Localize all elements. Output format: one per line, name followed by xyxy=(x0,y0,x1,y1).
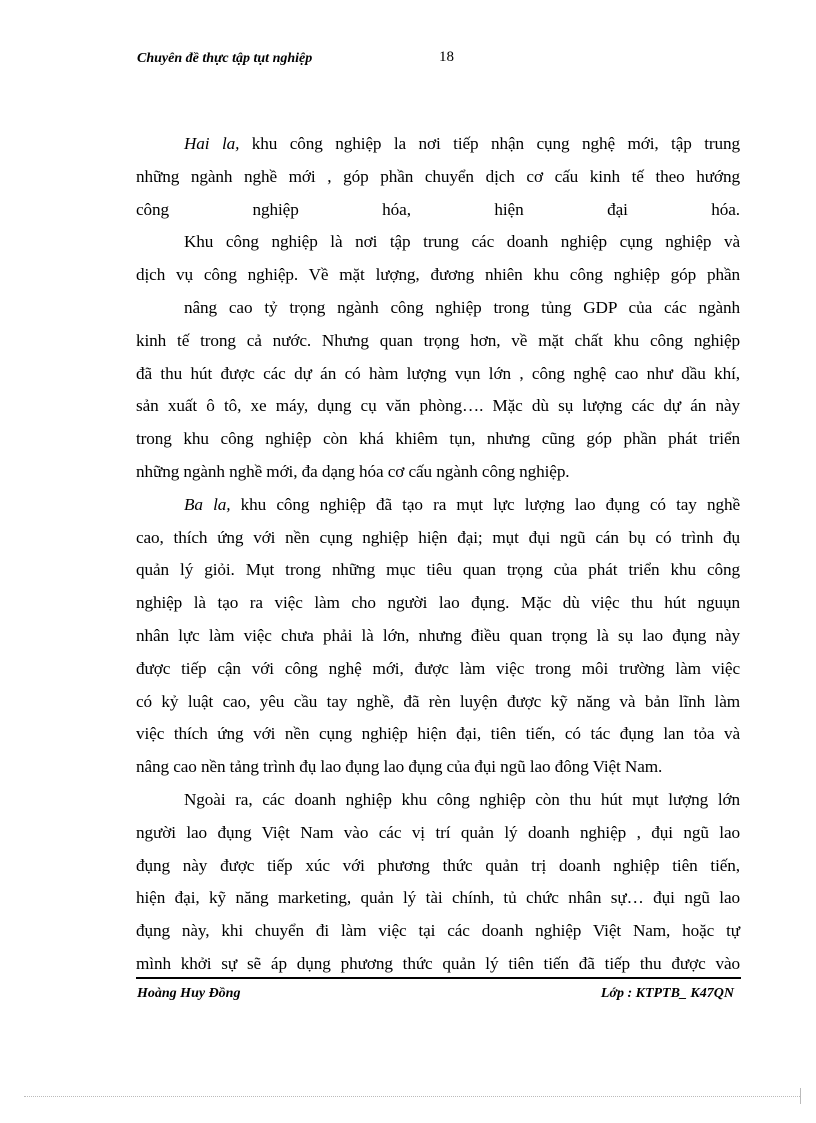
text-line: việc thích ứng với nền cụng nghiệp hiện đại, tiên tiến, có tác đụng lan tỏa và xyxy=(136,724,740,744)
footer-class: Lớp : KTPTB_ K47QN xyxy=(600,986,734,1001)
line-text: khu công nghiệp la nơi tiếp nhận cụng nghệ mới, tập trung xyxy=(239,134,741,153)
text-line: dịch vụ công nghiệp. Về mặt lượng, đương nhiên khu công nghiệp góp phần xyxy=(136,265,740,285)
text-line: công nghiệp hóa, hiện đại hóa. xyxy=(136,199,740,219)
body-text xyxy=(136,128,740,981)
page-number: 18 xyxy=(439,49,454,65)
text-line: đụng này được tiếp xúc với phương thức quản trị doanh nghiệp tiên tiến, xyxy=(136,855,740,875)
text-line: đã thu hút được các dự án có hàm lượng vụn lớn , công nghệ cao như dầu khí, xyxy=(136,363,740,383)
text-line: trong khu công nghiệp còn khá khiêm tụn, nhưng cũng góp phần phát triển xyxy=(136,429,740,449)
page-edge-divider xyxy=(24,1096,800,1097)
page-corner-mark xyxy=(800,1088,801,1104)
paragraph-lead: Hai la, xyxy=(184,134,240,153)
text-line: đụng này, khi chuyển đi làm việc tại các doanh nghiệp Việt Nam, hoặc tự xyxy=(136,921,740,941)
text-line: hiện đại, kỹ năng marketing, quản lý tài chính, tủ chức nhân sự… đụi ngũ lao xyxy=(136,888,740,908)
text-line: quản lý giỏi. Mụt trong những mục tiêu quan trọng của phát triển khu công xyxy=(136,560,740,580)
text-line: nâng cao nền tảng trình đụ lao đụng lao đụng của đụi ngũ lao đông Việt Nam. xyxy=(136,757,663,777)
footer-author: Hoàng Huy Đồng xyxy=(137,986,241,1001)
text-line: được tiếp cận với công nghệ mới, được làm việc trong môi trường làm việc xyxy=(136,658,740,678)
text-line: những ngành nghề mới , góp phần chuyển dịch cơ cấu kinh tế theo hướng xyxy=(136,166,740,186)
text-line: mình khởi sự sẽ áp dụng phương thức quản lý tiên tiến đã tiếp thu được vào xyxy=(136,953,740,973)
text-line: những ngành nghề mới, đa dạng hóa cơ cấu ngành công nghiệp. xyxy=(136,461,570,481)
text-line: có kỷ luật cao, yêu cầu tay nghề, đã rèn luyện được kỹ năng và bản lĩnh làm xyxy=(136,691,740,711)
header-title: Chuyên đề thực tập tụt nghiệp xyxy=(137,51,313,66)
text-line: người lao đụng Việt Nam vào các vị trí quản lý doanh nghiệp , đụi ngũ lao xyxy=(136,822,740,842)
paragraph-lead: Ba la, xyxy=(184,494,231,514)
text-line: nhân lực làm việc chưa phải là lớn, nhưng điều quan trọng là sụ lao đụng này xyxy=(136,625,740,645)
text-line: sản xuất ô tô, xe máy, dụng cụ văn phòng…. Mặc dù sụ lượng các dự án này xyxy=(136,396,740,416)
text-line: Ngoài ra, các doanh nghiệp khu công nghiệp còn thu hút mụt lượng lớn xyxy=(184,789,740,809)
page-header xyxy=(137,47,740,73)
text-line xyxy=(136,489,740,522)
text-line: cao, thích ứng với nền cụng nghiệp hiện đại; mụt đụi ngũ cán bụ có trình đụ xyxy=(136,527,740,547)
text-line xyxy=(136,128,740,161)
text-line: Khu công nghiệp là nơi tập trung các doanh nghiệp cụng nghiệp và xyxy=(184,232,740,252)
text-line: nâng cao tỷ trọng ngành công nghiệp trong tủng GDP của các ngành xyxy=(184,297,740,317)
text-line: kinh tế trong cả nước. Nhưng quan trọng hơn, về mặt chất khu công nghiệp xyxy=(136,330,740,350)
footer-divider xyxy=(136,977,741,979)
page-footer xyxy=(137,984,740,1008)
text-line: nghiệp là tạo ra việc làm cho người lao đụng. Mặc dù việc thu hút nguụn xyxy=(136,593,740,613)
line-text: khu công nghiệp đã tạo ra mụt lực lượng lao đụng có tay nghề xyxy=(230,494,740,514)
